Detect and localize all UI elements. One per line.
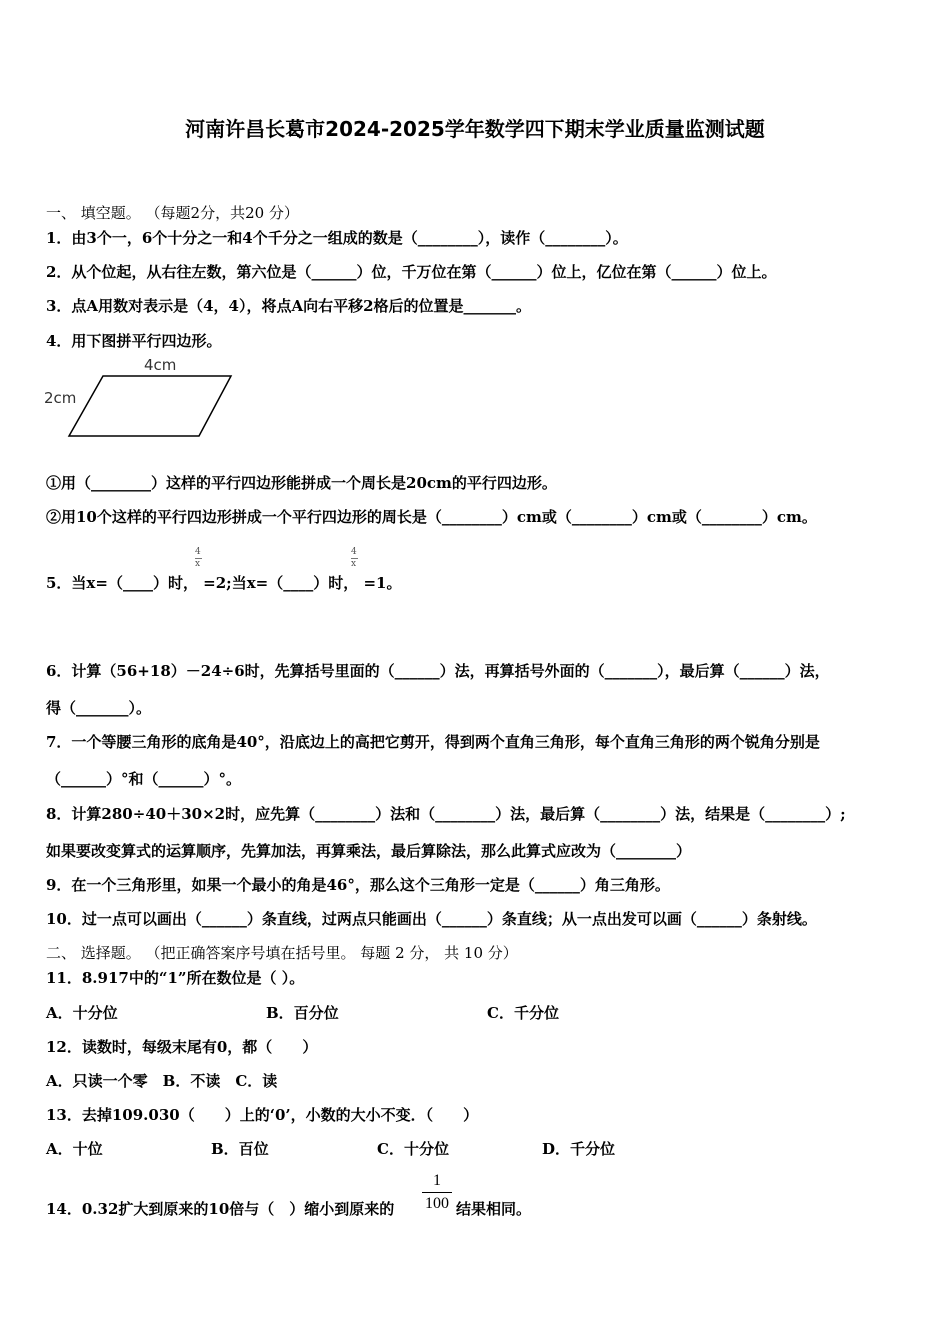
page-title: 河南许昌长葛市2024-2025学年数学四下期末学业质量监测试题 xyxy=(185,117,765,141)
question-3: 3．点A用数对表示是（4，4），将点A向右平移2格后的位置是_______。 xyxy=(46,297,532,315)
question-11-option-a: A．十分位 xyxy=(46,1004,118,1022)
question-1: 1．由3个一，6个十分之一和4个千分之一组成的数是（________），读作（________）。 xyxy=(46,229,628,247)
question-4-part-1: ①用（________）这样的平行四边形能拼成一个周长是20cm的平行四边形。 xyxy=(46,474,557,492)
question-13-option-a: A．十位 xyxy=(46,1140,103,1158)
question-8-line-1: 8．计算280÷40＋30×2时，应先算（________）法和（________）法，最后算（________）法，结果是（________）; xyxy=(46,805,846,823)
fraction-numerator: 4 xyxy=(195,547,201,557)
question-13-option-c: C．十分位 xyxy=(377,1140,449,1158)
question-11-option-c: C．千分位 xyxy=(487,1004,559,1022)
question-11-option-b: B．百分位 xyxy=(266,1004,339,1022)
question-9: 9．在一个三角形里，如果一个最小的角是46°，那么这个三角形一定是（______）角三角形。 xyxy=(46,876,670,894)
question-13-option-d: D．千分位 xyxy=(542,1140,616,1158)
question-7-line-1: 7．一个等腰三角形的底角是40°，沿底边上的高把它剪开，得到两个直角三角形，每个直角三角形的两个锐角分别是 xyxy=(46,733,820,751)
fraction-4-over-x-1 xyxy=(195,548,202,569)
fraction-denominator: 100 xyxy=(425,1195,449,1212)
fraction-numerator: 4 xyxy=(351,547,357,557)
fraction-denominator: x xyxy=(351,559,357,569)
question-13: 13．去掉109.030（ ）上的‘0’，小数的大小不变．（ ） xyxy=(46,1106,479,1124)
question-8-line-2: 如果要改变算式的运算顺序，先算加法，再算乘法，最后算除法，那么此算式应改为（________） xyxy=(46,842,692,860)
parallelogram-figure xyxy=(40,352,250,442)
figure-top-label: 4cm xyxy=(144,356,177,374)
fraction-4-over-x-2 xyxy=(351,548,358,569)
question-4-part-2: ②用10个这样的平行四边形拼成一个平行四边形的周长是（________）cm或（________）cm或（________）cm。 xyxy=(46,508,817,526)
question-6-line-1: 6．计算（56+18）－24÷6时，先算括号里面的（______）法，再算括号外面的（_______），最后算（______）法， xyxy=(46,662,830,680)
fraction-1-over-100 xyxy=(422,1172,452,1213)
fraction-denominator: x xyxy=(195,559,201,569)
question-14-text-after: 结果相同。 xyxy=(456,1200,532,1218)
question-7-line-2: （______）°和（______）°。 xyxy=(46,770,242,788)
question-6-line-2: 得（_______）。 xyxy=(46,699,152,717)
question-12-options: A．只读一个零 B．不读 C．读 xyxy=(46,1072,278,1090)
question-14-text-before: 14．0.32扩大到原来的10倍与（ ）缩小到原来的 xyxy=(46,1200,395,1218)
question-11: 11．8.917中的“1”所在数位是（ ）。 xyxy=(46,969,305,987)
section-2-heading: 二、 选择题。 （把正确答案序号填在括号里。 每题 2 分， 共 10 分） xyxy=(46,944,518,962)
question-5: 5．当x=（____）时， =2;当x=（____）时， =1。 xyxy=(46,574,402,592)
question-2: 2．从个位起，从右往左数，第六位是（______）位，千万位在第（______）位上，亿位在第（______）位上。 xyxy=(46,263,777,281)
parallelogram-shape xyxy=(69,376,231,436)
question-10: 10．过一点可以画出（______）条直线，过两点只能画出（______）条直线；从一点出发可以画（______）条射线。 xyxy=(46,910,817,928)
fraction-numerator: 1 xyxy=(433,1172,441,1189)
section-1-heading: 一、 填空题。 （每题2分，共20 分） xyxy=(46,204,299,222)
question-13-option-b: B．百位 xyxy=(211,1140,269,1158)
question-12: 12．读数时，每级末尾有0，都（ ） xyxy=(46,1038,318,1056)
figure-side-label: 2cm xyxy=(44,389,77,407)
question-4: 4．用下图拼平行四边形。 xyxy=(46,332,222,350)
